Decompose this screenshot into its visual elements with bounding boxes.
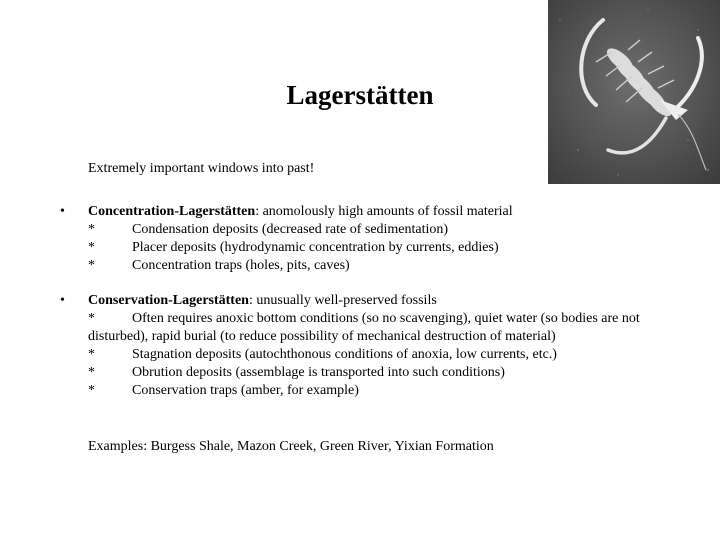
sub-item-text: Condensation deposits (decreased rate of sedimentation)	[132, 222, 449, 237]
asterisk: *	[88, 383, 95, 398]
asterisk: *	[88, 240, 95, 255]
asterisk: *	[88, 365, 95, 380]
sub-item	[88, 239, 665, 257]
sub-item-text: Obrution deposits (assemblage is transported into such conditions)	[132, 365, 505, 380]
examples-text: Examples: Burgess Shale, Mazon Creek, Green River, Yixian Formation	[88, 439, 494, 454]
concentration-bullet	[60, 203, 665, 275]
asterisk: *	[88, 311, 95, 326]
intro-text: Extremely important windows into past!	[88, 161, 315, 176]
conservation-description: : unusually well-preserved fossils	[248, 293, 437, 308]
conservation-body	[88, 292, 665, 400]
slide-title: Lagerstätten	[286, 80, 434, 110]
sub-item	[88, 221, 665, 239]
conservation-note-text: Often requires anoxic bottom conditions (so no scavenging), quiet water (so bodies are not disturbed), rapid burial (to reduce possibility of mechanical destruction of material)	[88, 311, 640, 344]
conservation-bullet	[60, 292, 665, 400]
concentration-body	[88, 203, 665, 275]
sub-item	[88, 346, 665, 364]
bullet-glyph: •	[60, 293, 65, 308]
fossil-arthropod-image	[548, 0, 720, 184]
bullet-glyph: •	[60, 204, 65, 219]
sub-item-text: Concentration traps (holes, pits, caves)	[132, 258, 350, 273]
asterisk: *	[88, 258, 95, 273]
conservation-term: Conservation-Lagerstätten	[88, 293, 249, 308]
conservation-note	[88, 310, 665, 346]
sub-item-text: Placer deposits (hydrodynamic concentration by currents, eddies)	[132, 240, 499, 255]
sub-item-text: Conservation traps (amber, for example)	[132, 383, 359, 398]
conservation-heading	[88, 292, 665, 310]
sub-item	[88, 364, 665, 382]
fossil-photo	[548, 0, 720, 184]
concentration-description: : anomolously high amounts of fossil material	[255, 204, 513, 219]
sub-item	[88, 382, 665, 400]
asterisk: *	[88, 222, 95, 237]
asterisk: *	[88, 347, 95, 362]
sub-item	[88, 257, 665, 275]
sub-item-text: Stagnation deposits (autochthonous conditions of anoxia, low currents, etc.)	[132, 347, 557, 362]
concentration-heading	[88, 203, 665, 221]
concentration-term: Concentration-Lagerstätten	[88, 204, 256, 219]
